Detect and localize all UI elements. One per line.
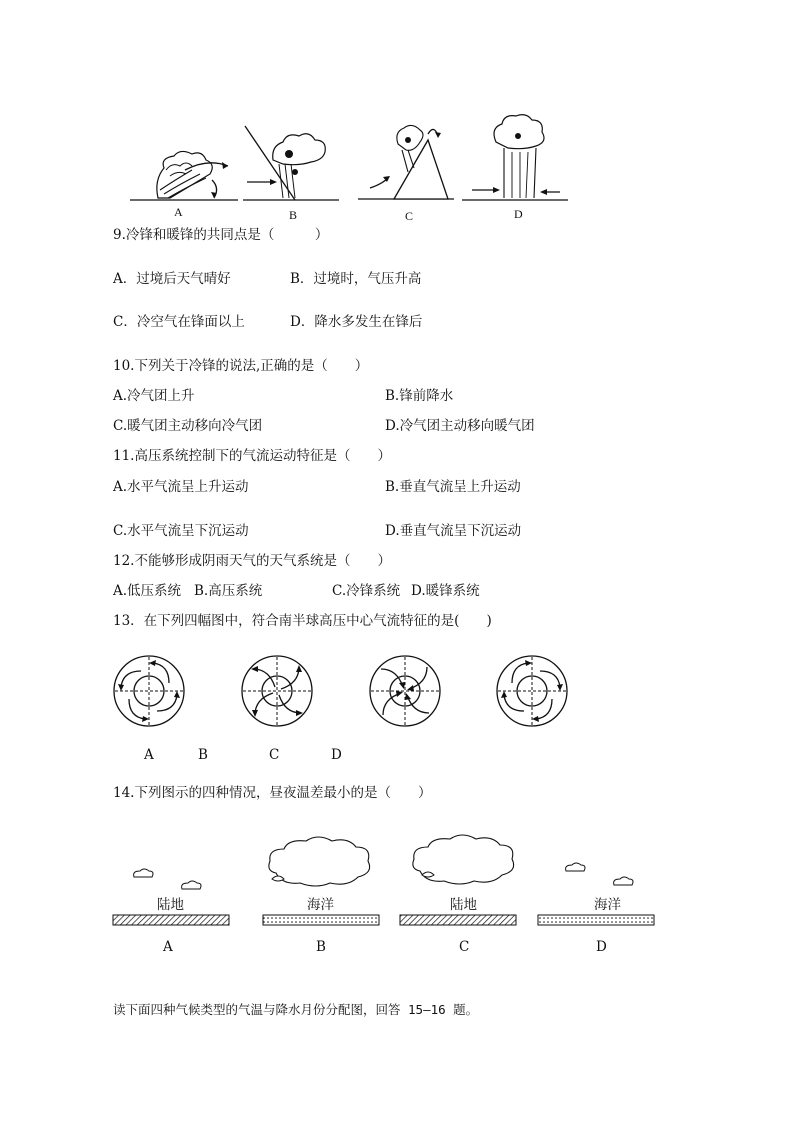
q13-label-c: C: [269, 747, 280, 763]
front-diagram-c: [358, 122, 458, 202]
q12-option-c: C.冷锋系统: [332, 583, 401, 599]
ocean-surface-b: [263, 915, 379, 925]
land-surface-a: [113, 915, 229, 925]
front-diagram-d: [462, 112, 570, 202]
q10-stem: 10.下列关于冷锋的说法,正确的是（ ）: [113, 358, 369, 374]
pressure-diagram-a: [112, 654, 186, 728]
front-label-a: A: [174, 205, 183, 219]
q11-option-b: B.垂直气流呈上升运动: [385, 479, 521, 495]
q13-label-a: A: [144, 747, 154, 763]
q12-option-b: B.高压系统: [194, 583, 263, 599]
front-diagram-a: [130, 140, 240, 210]
q12-option-a: A.低压系统: [113, 583, 182, 599]
q10-option-a: A.冷气团上升: [113, 388, 195, 404]
q9-option-a: A．过境后天气晴好: [113, 271, 231, 287]
q9-stem: 9.冷锋和暖锋的共同点是（ ）: [113, 227, 329, 243]
pressure-diagram-b: [240, 654, 314, 728]
q14-label-b: B: [316, 939, 326, 955]
q14-surface-b: 海洋: [307, 897, 334, 913]
q13-stem: 13．在下列四幅图中，符合南半球高压中心气流特征的是( ): [113, 613, 492, 629]
q14-label-c: C: [459, 939, 470, 955]
q10-option-c: C.暖气团主动移向冷气团: [113, 418, 263, 434]
q14-label-d: D: [596, 939, 607, 955]
q14-clouds: [110, 835, 670, 895]
q13-label-b: B: [198, 747, 208, 763]
q14-surfaces: [110, 912, 670, 928]
q14-label-a: A: [163, 939, 173, 955]
pressure-diagram-d: [495, 654, 569, 728]
q9-option-b: B．过境时，气压升高: [290, 271, 422, 287]
q14-surface-c: 陆地: [450, 897, 477, 913]
q10-option-b: B.锋前降水: [385, 388, 454, 404]
q11-stem: 11.高压系统控制下的气流运动特征是（ ）: [113, 448, 391, 464]
q11-option-d: D.垂直气流呈下沉运动: [385, 523, 522, 539]
q9-option-d: D．降水多发生在锋后: [290, 314, 423, 330]
q14-surface-d: 海洋: [594, 897, 621, 913]
q12-option-d: D.暖锋系统: [411, 583, 480, 599]
q12-stem: 12.不能够形成阴雨天气的天气系统是（ ）: [113, 553, 391, 569]
intro-15-16: 读下面四种气候类型的气温与降水月份分配图，回答 15—16 题。: [113, 1002, 479, 1017]
q10-option-d: D.冷气团主动移向暖气团: [385, 418, 535, 434]
front-label-c: C: [405, 209, 414, 223]
q9-option-c: C．冷空气在锋面以上: [113, 314, 245, 330]
q14-stem: 14.下列图示的四种情况，昼夜温差最小的是（ ）: [113, 785, 432, 801]
q11-option-a: A.水平气流呈上升运动: [113, 479, 249, 495]
front-label-b: B: [289, 208, 298, 222]
front-diagram-b: [243, 124, 343, 210]
q11-option-c: C.水平气流呈下沉运动: [113, 523, 249, 539]
ocean-surface-d: [538, 915, 654, 925]
pressure-diagram-c: [368, 654, 442, 728]
q14-surface-a: 陆地: [157, 897, 184, 913]
q13-label-d: D: [331, 747, 342, 763]
land-surface-c: [400, 915, 516, 925]
front-label-d: D: [514, 207, 523, 221]
